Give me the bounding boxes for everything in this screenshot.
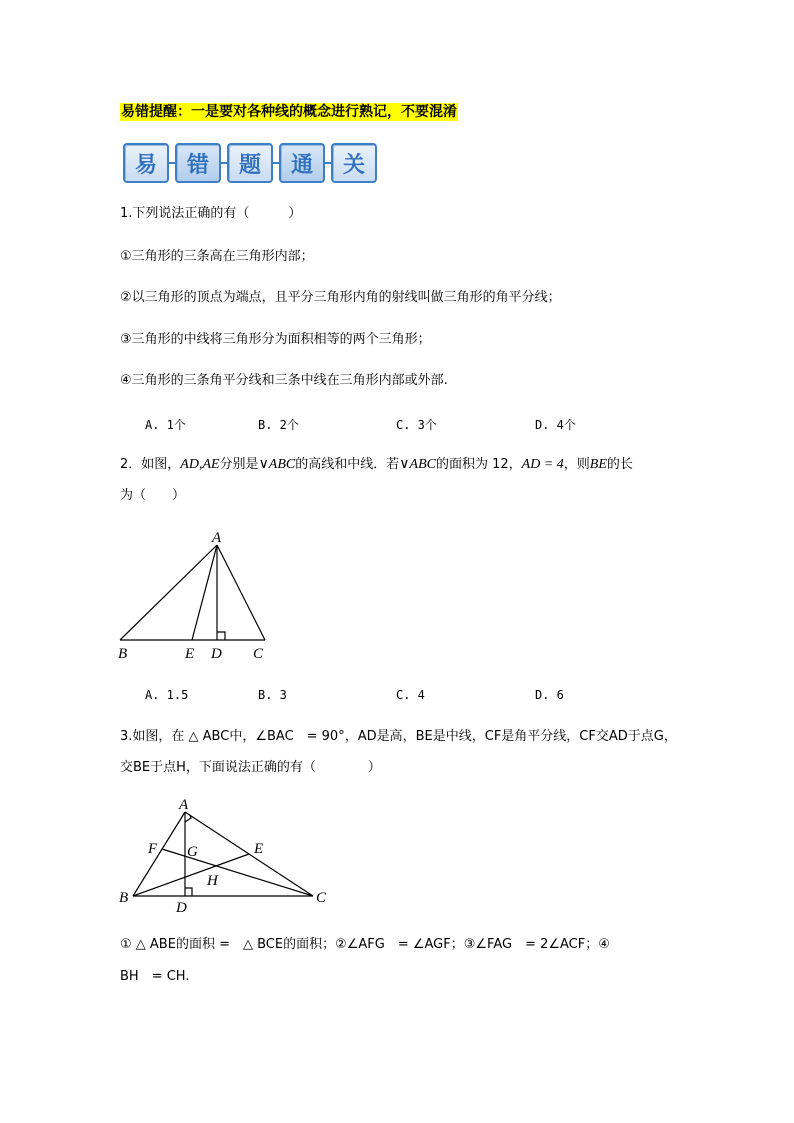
title-badge: 错 <box>175 143 221 183</box>
right-angle-mark-a <box>185 815 191 822</box>
q1-item: ②以三角形的顶点为端点，且平分三角形内角的射线叫做三角形的角平分线； <box>120 290 561 305</box>
q3-statements-line1: ① △ ABE的面积 = △ BCE的面积；②∠AFG = ∠AGF；③∠FAG = 2∠ACF；④ <box>120 937 610 952</box>
q1-stem: 1.下列说法正确的有（ ） <box>120 206 302 221</box>
right-angle-mark-d <box>185 888 192 896</box>
q2-option-d: D. 6 <box>535 688 564 702</box>
label-a: A <box>179 797 189 813</box>
q1-item: ①三角形的三条高在三角形内部； <box>120 249 314 264</box>
q2-option-c: C. 4 <box>396 688 425 702</box>
q2-option-b: B. 3 <box>258 688 287 702</box>
q2-stem-line1: 2．如图，AD,AE分别是∨ABC的高线和中线．若∨ABC的面积为 12，AD = 4，则BE的长 <box>120 457 633 472</box>
title-badge: 题 <box>227 143 273 183</box>
label-b: B <box>118 646 128 662</box>
q2-triangle-figure <box>110 525 290 665</box>
q2-stem-line2: 为（ ） <box>120 488 186 503</box>
label-a: A <box>212 530 222 546</box>
q1-option-b: B. 2个 <box>258 418 299 432</box>
q3-stem-line1: 3.如图，在 △ ABC中，∠BAC = 90°，AD是高，BE是中线，CF是角平分线，CF交AD于点G， <box>120 729 677 744</box>
mistake-tip-banner: 易错提醒：一是要对各种线的概念进行熟记，不要混淆 <box>121 104 457 120</box>
q3-statements-line2: BH = CH. <box>120 969 190 984</box>
q3-triangle-figure <box>110 790 340 920</box>
section-title-badges <box>123 143 377 183</box>
label-b: B <box>119 890 129 906</box>
label-e: E <box>185 646 195 662</box>
label-c: C <box>253 646 264 662</box>
median-ae <box>192 545 217 640</box>
label-e: E <box>254 841 264 857</box>
label-f: F <box>148 841 158 857</box>
q1-item: ③三角形的中线将三角形分为面积相等的两个三角形； <box>120 332 431 347</box>
q2-option-a: A. 1.5 <box>145 688 189 702</box>
q1-item: ④三角形的三条角平分线和三条中线在三角形内部或外部. <box>120 373 448 388</box>
side-ab <box>120 545 217 640</box>
q3-stem-line2: 交BE于点H，下面说法正确的有（ ） <box>120 760 381 775</box>
title-badge: 通 <box>279 143 325 183</box>
label-c: C <box>316 890 327 906</box>
q1-option-d: D. 4个 <box>535 418 576 432</box>
label-g: G <box>187 844 198 860</box>
side-ac <box>217 545 265 640</box>
q1-option-c: C. 3个 <box>396 418 437 432</box>
q1-option-a: A. 1个 <box>145 418 186 432</box>
median-be <box>133 854 249 896</box>
label-d: D <box>211 646 222 662</box>
title-badge: 关 <box>331 143 377 183</box>
label-d: D <box>176 900 187 916</box>
title-badge: 易 <box>123 143 169 183</box>
right-angle-mark <box>217 632 225 640</box>
label-h: H <box>207 873 218 889</box>
